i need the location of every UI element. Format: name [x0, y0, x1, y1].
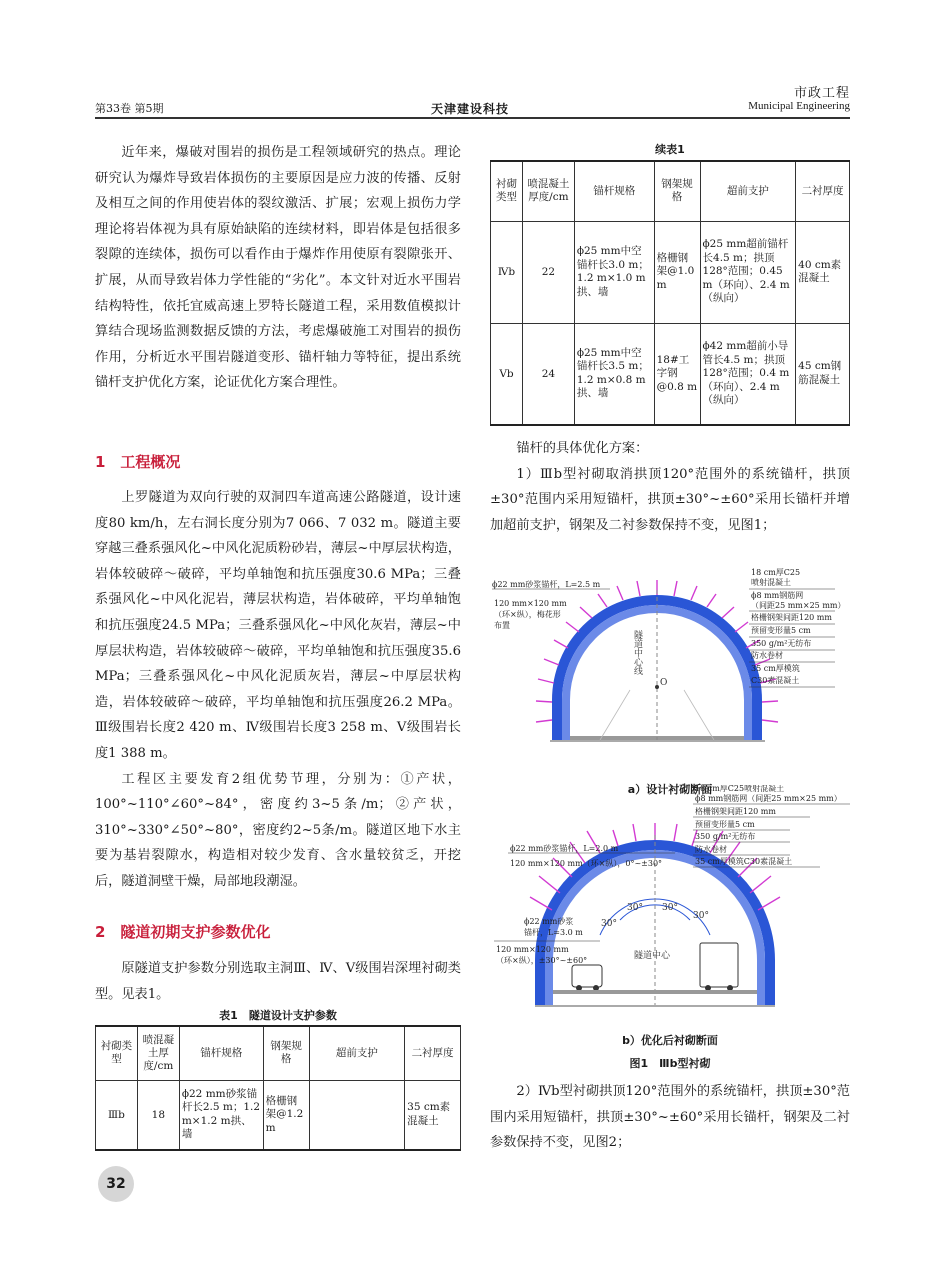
road-surface: [553, 990, 757, 994]
layer-label: （间距25 mm×25 mm）: [751, 601, 846, 610]
long-bolt-label: （环×纵），±30°~±60°: [496, 956, 588, 965]
table-cell: ϕ25 mm超前锚杆长4.5 m；拱顶128°范围；0.45 m（环向）、2.4 m（纵向）: [700, 221, 796, 323]
optimization-item-2: 2）Ⅳb型衬砌拱顶120°范围外的系统锚杆，拱顶±30°范围内采用短锚杆，拱顶±30°~±60°采用长锚杆，钢架及二衬参数保持不变，见图2；: [490, 1084, 850, 1151]
optimization-intro: 锚杆的具体优化方案： 1）Ⅲb型衬砌取消拱顶120°范围外的系统锚杆，拱顶±30°范围内采用短锚杆，拱顶±30°~±60°采用长锚杆并增加超前支护，钢架及二衬参数保持不变，见图1；: [490, 441, 850, 533]
bolt-spacing-label: 120 mm×120 mm: [494, 599, 567, 608]
table-row: [96, 1080, 461, 1150]
table-cell: Ⅳb: [491, 221, 523, 323]
section-1-body: 上罗隧道为双向行驶的双洞四车道高速公路隧道，设计速度80 km/h，左右洞长度分别为7 066、7 032 m。隧道主要穿越三叠系强风化~中风化泥质粉砂岩，薄层~中厚层状构造，岩体较破碎～破碎，平均单轴饱和抗压强度30.6 MPa；三叠系强风化~中风化泥岩，薄层状构造，岩体破碎，平均单轴饱和抗压强度24.5 MPa；三叠系强风化~中风化灰岩，薄层~中厚层状构造，岩体较破碎～破碎，平均单轴饱和抗压强度35.6 MPa；三叠系强风化~中风化泥质灰岩，薄层~中厚层状构造，岩体较破碎～破碎，平均单轴饱和抗压强度26.2 MPa。Ⅲ级围岩长度2 420 m、Ⅳ级围岩长度3 258 m、Ⅴ级围岩长度1 388 m。 工程区主要发育2组优势节理，分别为：①产状，100°~110°∠60°~84°，密度约3~5条/m；②产状，310°~330°∠50°~80°，密度约2~5条/m。隧道区地下水主要为基岩裂隙水，构造相对较少发育、含水量较贫乏，开挖后，隧道洞壁干燥，局部地段潮湿。: [95, 490, 461, 889]
table-cell: ϕ25 mm中空锚杆长3.0 m；1.2 m×1.0 m拱、墙: [574, 221, 654, 323]
issue-label: 第33卷 第5期: [95, 102, 164, 115]
table-cell: 18#工字钢@0.8 m: [654, 323, 700, 425]
bolt-spacing-label: （环×纵），梅花形: [494, 610, 561, 619]
angle-label: 30°: [662, 903, 678, 913]
table-row: [491, 221, 850, 323]
long-bolt-label: ϕ22 mm砂浆: [524, 917, 574, 926]
layer-label: 格栅钢架间距120 mm: [695, 807, 776, 816]
table-cell: 22: [522, 221, 574, 323]
short-bolt-label: 120 mm×120 mm（环×纵），0°~±30°: [510, 859, 663, 868]
table-1-continued: [490, 160, 850, 426]
table-header: 二衬厚度: [796, 161, 850, 221]
table-cell: Ⅲb: [96, 1080, 138, 1150]
table-cell: 35 cm素混凝土: [405, 1080, 461, 1150]
table-cell: Ⅴb: [491, 323, 523, 425]
truck-icon: [700, 943, 738, 987]
layer-label: 35 cm厚模筑: [751, 664, 800, 673]
journal-section-title: 市政工程: [793, 86, 850, 101]
long-bolt-label: 120 mm×120 mm: [496, 945, 569, 954]
section-2-body: 原隧道支护参数分别选取主洞Ⅲ、Ⅳ、Ⅴ级围岩深埋衬砌类型。见表1。: [95, 961, 461, 1002]
angle-label: 30°: [693, 911, 709, 921]
layer-label: 350 g/m²无纺布: [751, 639, 812, 648]
layer-label: 预留变形量5 cm: [695, 820, 755, 829]
table-continued-header-row: [491, 161, 850, 221]
long-bolt-label: 锚杆，L=3.0 m: [524, 928, 583, 937]
layer-labels: [751, 568, 846, 685]
table-cell: [309, 1080, 405, 1150]
journal-section-subtitle: Municipal Engineering: [748, 100, 850, 112]
figure-1b-optimized-section: [490, 785, 850, 1020]
table-cell: 18: [137, 1080, 179, 1150]
table-cell: 格栅钢架@1.2 m: [263, 1080, 309, 1150]
table-row: [491, 323, 850, 425]
layer-label: 预留变形量5 cm: [751, 626, 811, 635]
page-number: 32: [98, 1166, 134, 1202]
table-header: 衬砌类型: [96, 1026, 138, 1080]
table-cell: ϕ25 mm中空锚杆长3.5 m；1.2 m×0.8 m拱、墙: [574, 323, 654, 425]
table-cell: 格栅钢架@1.0 m: [654, 221, 700, 323]
layer-label: 18 cm厚C25: [751, 568, 801, 577]
table-header: 钢架规格: [654, 161, 700, 221]
center-line-label: 隧道中心线: [632, 630, 642, 675]
section-2-title: 2 隧道初期支护参数优化: [95, 923, 271, 941]
origin-label: O: [660, 678, 668, 688]
layer-label: 35 cm厚模筑C30素混凝土: [695, 857, 793, 866]
layer-label: 18 cm厚C25喷射混凝土: [695, 785, 785, 793]
short-bolt-label: ϕ22 mm砂浆锚杆，L=2.0 m: [510, 844, 619, 853]
table-header: 超前支护: [309, 1026, 405, 1080]
journal-title: 天津建设科技: [430, 102, 509, 116]
header-rule: [95, 117, 850, 119]
car-icon: [572, 965, 602, 987]
table-header: 二衬厚度: [405, 1026, 461, 1080]
table-header: 喷混凝土厚度/cm: [137, 1026, 179, 1080]
table-cell: ϕ42 mm超前小导管长4.5 m；拱顶128°范围；0.4 m（环向）、2.4 m（纵向）: [700, 323, 796, 425]
bolt-spacing-label: 布置: [494, 621, 510, 630]
table-header: 喷混凝土厚度/cm: [522, 161, 574, 221]
section-1-title: 1 工程概况: [95, 453, 181, 471]
layer-label: 格栅钢架间距120 mm: [751, 613, 832, 622]
layer-labels: [695, 785, 842, 866]
layer-label: 防水卷材: [695, 845, 727, 854]
layer-label: ϕ8 mm钢筋网: [751, 591, 804, 600]
angle-label: 30°: [627, 903, 643, 913]
table-header: 超前支护: [700, 161, 796, 221]
table-cell: 40 cm素混凝土: [796, 221, 850, 323]
table-continued-caption: 续表1: [655, 143, 685, 156]
bolt-label: ϕ22 mm砂浆锚杆，L=2.5 m: [492, 580, 601, 589]
intro-paragraph: 近年来，爆破对围岩的损伤是工程领域研究的热点。理论研究认为爆炸导致岩体损伤的主要原因是应力波的传播、反射及相互之间的作用使岩体的裂纹激活、扩展；宏观上损伤力学理论将岩体视为具有原始缺陷的连续材料，即岩体是包括很多裂隙的连续体，损伤可以看作由于爆炸作用使原有裂隙张开、扩展，从而导致岩体力学性能的“劣化”。本文针对近水平围岩结构特性，依托宜威高速上罗特长隧道工程，采用数值模拟计算结合现场监测数据反馈的方法，考虑爆破施工对围岩的损伤作用，分析近水平围岩隧道变形、锚杆轴力等特征，提出系统锚杆支护优化方案，论证优化方案合理性。: [95, 145, 461, 391]
table-1: [95, 1025, 461, 1151]
layer-label: 防水卷材: [751, 651, 783, 660]
table-header: 钢架规格: [263, 1026, 309, 1080]
angle-label: 30°: [601, 919, 617, 929]
table-cell: ϕ22 mm砂浆锚杆长2.5 m；1.2 m×1.2 m拱、墙: [179, 1080, 263, 1150]
layer-label: C30素混凝土: [751, 676, 800, 685]
figure-1a-design-section: [490, 560, 850, 775]
table-header: 衬砌类型: [491, 161, 523, 221]
table-header: 锚杆规格: [179, 1026, 263, 1080]
table-1-header-row: [96, 1026, 461, 1080]
table-1-caption: 表1 隧道设计支护参数: [219, 1009, 337, 1022]
layer-label: 350 g/m²无纺布: [695, 832, 756, 841]
layer-label: 喷射混凝土: [751, 578, 791, 587]
table-cell: 24: [522, 323, 574, 425]
origin-point: [655, 685, 659, 689]
figure-1b-caption: b）优化后衬砌断面: [622, 1034, 718, 1047]
table-header: 锚杆规格: [574, 161, 654, 221]
table-cell: 45 cm钢筋混凝土: [796, 323, 850, 425]
layer-label: ϕ8 mm钢筋网（间距25 mm×25 mm）: [695, 794, 842, 803]
figure-1a-caption: a）设计衬砌断面: [627, 783, 713, 796]
figure-1-caption: 图1 Ⅲb型衬砌: [629, 1057, 711, 1070]
center-label: 隧道中心: [634, 951, 671, 961]
